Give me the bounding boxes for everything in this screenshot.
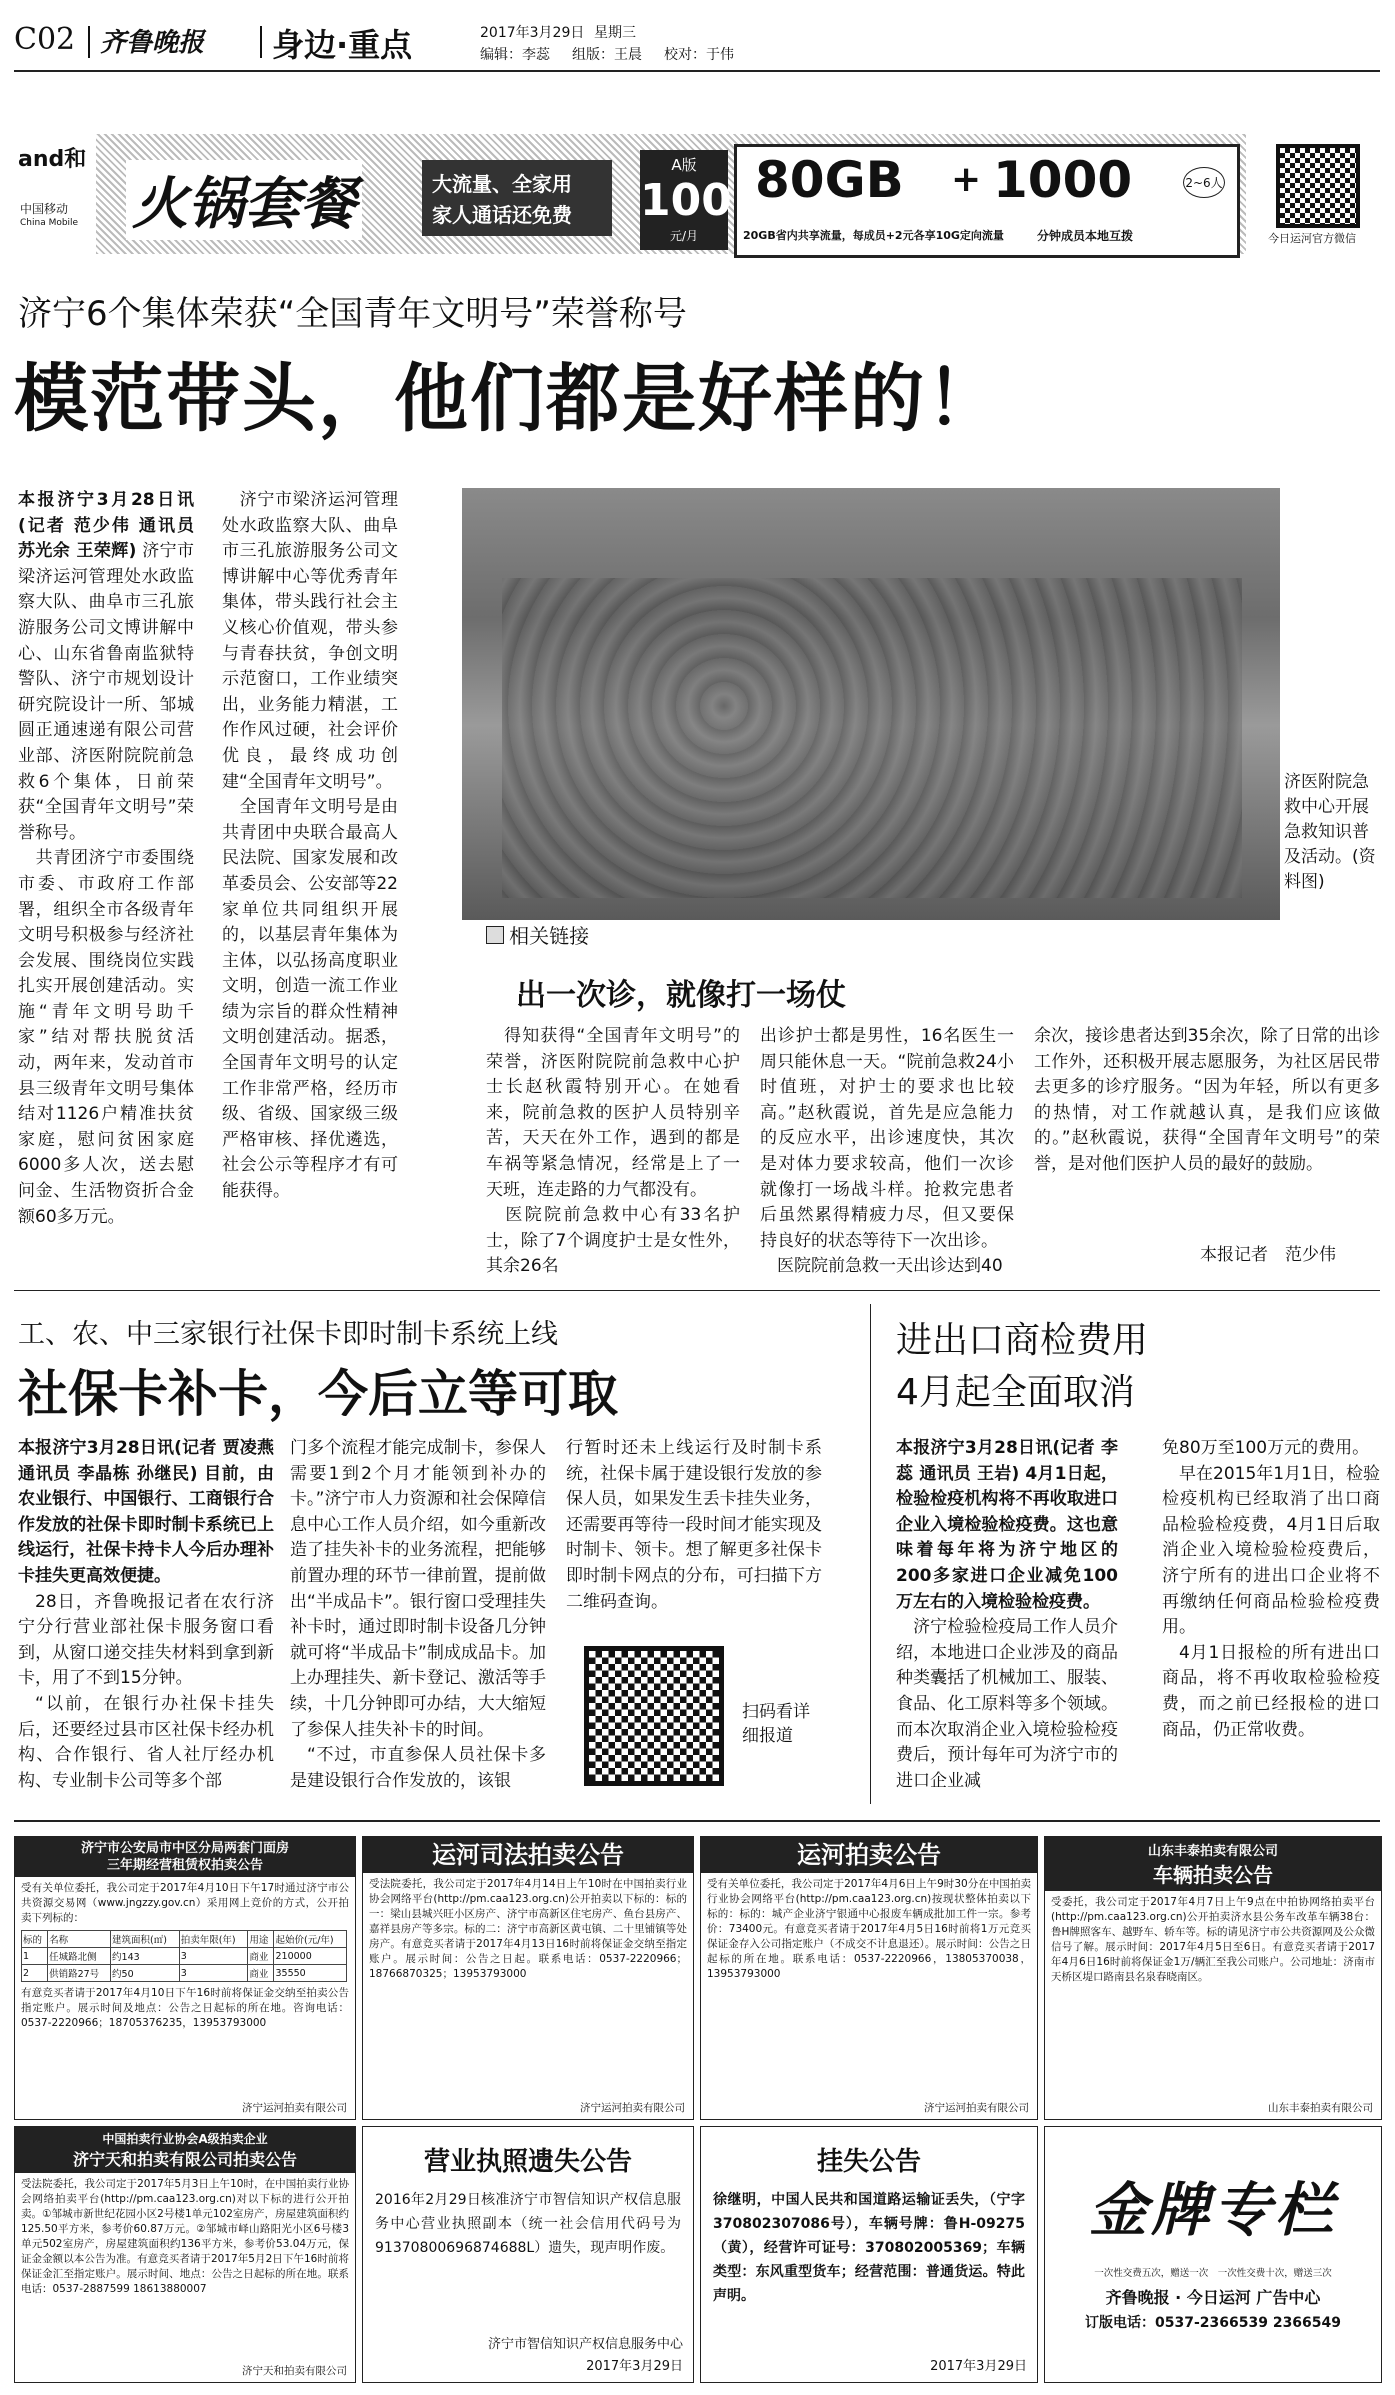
table-cell: 210000	[274, 1948, 347, 1965]
table-cell: 约143	[111, 1948, 180, 1965]
ad3-title: 运河拍卖公告	[701, 1837, 1037, 1873]
ad-tier: A版	[671, 156, 697, 174]
table-cell: 商业	[248, 1965, 274, 1982]
photo-caption: 济医附院急救中心开展急救知识普及活动。(资料图)	[1284, 772, 1376, 892]
sidebar-col3-text: 余次，接诊患者达到35余次，除了日常的出诊工作外，还积极开展志愿服务，为社区居民带去更多的诊疗服务。“因为年轻，所以有更多的热情，对工作就越认真，是我们应该做的。”赵秋霞说，获得“全国青年文明号”的荣誉，是对他们医护人员的最好的鼓励。	[1034, 1026, 1380, 1174]
brand-logo	[14, 138, 92, 248]
main-col2-p2: 全国青年文明号是由共青团中央联合最高人民法院、国家发展和改革委员会、公安部等22家单位共同组织开展的，以基层青年集体为主体，以弘扬高度职业文明，创造一流工作业绩为宗旨的群众性精神文明创建活动。据悉，全国青年文明号的认定工作非常严格，经历市级、省级、国家级三级严格审核、择优遴选，社会公示等程序才有可能获得。	[222, 797, 398, 1202]
ad-auction-2	[362, 1836, 694, 2120]
sidebar-col-2	[760, 1024, 1014, 1280]
ad6-sign: 济宁市智信知识产权信息服务中心	[487, 2337, 683, 2352]
sidebar-col-3	[1034, 1024, 1380, 1220]
brand-mark: and和	[18, 147, 87, 172]
ad1-table	[21, 1930, 347, 1982]
news-photo	[462, 488, 1280, 920]
article3-lead: 本报济宁3月28日讯(记者 李蕊 通讯员 王岩) 4月1日起，检验检疫机构将不再收取进口企业入境检验检疫费。这也意味着每年将为济宁地区的200多家进口企业减免100万左右的入境检验检疫费。	[896, 1438, 1118, 1612]
ad6-date: 2017年3月29日	[586, 2359, 683, 2374]
sidebar-col2-text-b: 医院院前急救一天出诊达到40	[777, 1256, 1003, 1277]
ad3-body: 受有关单位委托，我公司定于2017年4月6日上午9时30分在中国拍卖行业协会网络平台(http://pm.caa123.org.cn)按现状整体拍卖以下标的：标的：城产企业济宁银通中心报废车辆成批加工件一宗。参考价：73400元。有意竞买者请于2017年4月5日16时前将1万元竞买保证金存入公司指定账户（不成交不计息退还）。展示时间：公告之日起标的所在地。联系电话：0537-2220966，13805370038，13953793000	[707, 1878, 1031, 1980]
ad4-company: 山东丰泰拍卖有限公司	[1147, 1844, 1278, 1859]
header-editor: 编辑：李蕊	[480, 47, 550, 63]
article2-col1-b: 28日，齐鲁晚报记者在农行济宁分行营业部社保卡服务窗口看到，从窗口递交挂失材料到拿到新卡，用了不到15分钟。	[18, 1591, 274, 1689]
section-rule	[14, 1290, 1380, 1291]
ad-license-lost	[362, 2126, 694, 2383]
article3-title-2: 4月起全面取消	[896, 1372, 1135, 1413]
ad4-title-text: 车辆拍卖公告	[1153, 1863, 1273, 1887]
article-divider	[870, 1304, 871, 1804]
brand-cn: 中国移动	[20, 202, 69, 216]
ad1-title-line2: 三年期经营租赁权拍卖公告	[106, 1858, 263, 1873]
table-row	[22, 1948, 347, 1965]
article2-headline: 社保卡补卡，今后立等可取	[18, 1365, 618, 1423]
ad-auction-1	[14, 1836, 356, 2120]
divider	[88, 26, 90, 58]
ad6-title: 营业执照遗失公告	[423, 2147, 632, 2177]
article3-col1-b: 济宁检验检疫局工作人员介绍，本地进口企业涉及的商品种类囊括了机械加工、服装、食品、化工原料等多个领域。而本次取消企业入境检验检疫费后，预计每年可为济宁市的进口企业减	[896, 1617, 1118, 1791]
ad1-table-header	[22, 1931, 347, 1948]
table-cell: 供销路27号	[48, 1965, 111, 1982]
sidebar-col-1	[486, 1024, 740, 1280]
ad7-body: 徐继明，中国人民共和国道路运输证丢失，（宁字370802307086号），车辆号牌：鲁H-09275（黄），经营许可证号：370802005369；车辆类型：东风重型货车；经营范围：普通货运。特此声明。	[713, 2192, 1025, 2304]
sidebar-title: 出一次诊，就像打一场仗	[516, 978, 846, 1013]
main-col2-p1: 济宁市梁济运河管理处水政监察大队、曲阜市三孔旅游服务公司文博讲解中心等优秀青年集体，带头践行社会主义核心价值观，带头参与青春扶贫，争创文明示范窗口，工作业绩突出，业务能力精湛，工作作风过硬，社会评价优良，最终成功创建“全国青年文明号”。	[222, 490, 398, 792]
article3-col2-b: 早在2015年1月1日，检验检疫机构已经取消了出口商品检验检疫费，4月1日后取消企业入境检验检疫费后，济宁所有的进出口企业将不再缴纳任何商品检验检疫费用。	[1162, 1463, 1380, 1638]
ad-price: 100	[640, 175, 732, 226]
main-headline: 模范带头，他们都是好样的！	[14, 356, 1002, 442]
ad5-title-line1: 中国拍卖行业协会A级拍卖企业	[102, 2132, 268, 2146]
ad-qr-caption: 今日运河官方微信	[1268, 232, 1356, 245]
ad5-title-line2: 济宁天和拍卖有限公司拍卖公告	[72, 2150, 297, 2169]
ad-auction-3	[700, 1836, 1038, 2120]
ad2-title: 运河司法拍卖公告	[363, 1837, 693, 1873]
ad8-org: 齐鲁晚报 · 今日运河 广告中心	[1105, 2288, 1321, 2307]
ad-qr-code	[1276, 144, 1360, 228]
ad-auction-4	[1044, 1836, 1382, 2120]
main-lead: 本报济宁3月28日讯(记者 范少伟 通讯员 苏光余 王荣辉)	[18, 490, 194, 562]
sidebar-col1-text-b: 医院院前急救中心有33名护士，除了7个调度护士是女性外，其余26名	[486, 1205, 740, 1277]
ad-unit: 元/月	[669, 229, 699, 243]
ad-plan-box	[734, 144, 1240, 258]
table-cell: 3	[179, 1965, 248, 1982]
ad7-title: 挂失公告	[816, 2147, 921, 2177]
ad5-sign: 济宁天和拍卖有限公司	[242, 2365, 347, 2377]
ad4-sign: 山东丰泰拍卖有限公司	[1268, 2102, 1373, 2114]
table-cell: 商业	[248, 1948, 274, 1965]
table-cell: 起始价(元/年)	[274, 1931, 347, 1948]
article2-col1-c: “以前，在银行办社保卡挂失后，还要经过县市区社保卡经办机构、合作银行、省人社厅经办机构、专业制卡公司等多个部	[18, 1693, 274, 1791]
ad8-title: 金牌专栏	[1088, 2176, 1337, 2244]
table-cell: 约50	[111, 1965, 180, 1982]
ad-loss-notice	[700, 2126, 1038, 2383]
main-col-2	[222, 488, 398, 1278]
table-cell: 任城路北侧	[48, 1948, 111, 1965]
article2-col2: 门多个流程才能完成制卡，参保人需要1到2个月才能领到补办的卡。”济宁市人力资源和社会保障信息中心工作人员介绍，如今重新改造了挂失补卡的业务流程，把能够前置办理的环节一律前置，提前做出“半成品卡”。银行窗口受理挂失补卡时，通过即时制卡设备几分钟就可将“半成品卡”制成成品卡。加上办理挂失、新卡登记、激活等手续，十几分钟即可办结，大大缩短了参保人挂失补卡的时间。	[290, 1438, 546, 1740]
sidebar-label-text: 相关链接	[509, 924, 590, 948]
brand-en: China Mobile	[20, 218, 79, 228]
ad5-title	[15, 2127, 355, 2173]
banner-ad	[14, 130, 1380, 258]
ad1-title	[15, 1837, 355, 1877]
table-cell: 35550	[274, 1965, 347, 1982]
article2-col-3	[566, 1436, 822, 1612]
article3-col-1	[896, 1436, 1118, 1800]
sidebar-label	[486, 920, 589, 946]
header-weekday: 星期三	[594, 25, 636, 41]
table-cell: 名称	[48, 1931, 111, 1948]
ad8-note: 一次性交费五次，赠送一次 一次性交费十次，赠送三次	[1094, 2268, 1332, 2279]
article3-col2: 免80万至100万元的费用。	[1162, 1438, 1370, 1458]
paper-logo: 齐鲁晚报	[100, 28, 205, 58]
ad-plus: +	[951, 159, 982, 200]
ad4-title	[1045, 1837, 1381, 1891]
ad-data-amount: 80GB	[755, 151, 904, 209]
table-cell: 标的	[22, 1931, 48, 1948]
page-number: C02	[14, 22, 76, 57]
section-title: 身边·重点	[272, 26, 413, 64]
ad1-sign: 济宁运河拍卖有限公司	[242, 2102, 347, 2114]
ad-title: 火锅套餐	[126, 160, 362, 240]
header-date: 2017年3月29日	[480, 25, 585, 41]
photo-figures	[502, 578, 1242, 898]
header-proof: 校对：于伟	[664, 47, 734, 63]
article3-col2-c: 4月1日报检的所有进出口商品，将不再收取检验检疫费，而之前已经报检的进口商品，仍正常收费。	[1162, 1642, 1380, 1740]
table-cell: 2	[22, 1965, 48, 1982]
ad-auction-5	[14, 2126, 356, 2383]
ad3-sign: 济宁运河拍卖有限公司	[924, 2102, 1029, 2114]
article2-col2-b: “不过，市直参保人员社保卡多是建设银行合作发放的，该银	[290, 1745, 546, 1791]
ad7-date: 2017年3月29日	[930, 2359, 1027, 2374]
article2-qr-code	[584, 1646, 724, 1786]
ad4-body: 受委托，我公司定于2017年4月7日上午9点在中拍协网络拍卖平台(http://pm.caa123.org.cn)公开拍卖济水县公务车改革车辆38台：鲁H牌照客车、越野车、轿车等。标的请见济宁市公共资源网及公众微信号了解。展示时间：2017年4月5日至6日。有意竞买者请于2017年4月6日16时前将保证金1万/辆汇至我公司账户。公司地址：济南市天桥区堤口路南县名泉春晓南区。	[1051, 1896, 1375, 1983]
sidebar-label-icon	[486, 926, 504, 944]
ad-gold-column	[1044, 2126, 1382, 2383]
divider	[260, 26, 262, 58]
header-layout: 组版：王晨	[572, 47, 642, 63]
article2-subtitle: 工、农、中三家银行社保卡即时制卡系统上线	[18, 1319, 558, 1350]
ad-slogan-box	[422, 160, 612, 236]
sidebar-byline: 本报记者 范少伟	[1200, 1245, 1336, 1265]
article2-col-1	[18, 1436, 274, 1800]
table-cell: 1	[22, 1948, 48, 1965]
sidebar-col1-text: 得知获得“全国青年文明号”的荣誉，济医附院院前急救中心护士长赵秋霞特别开心。在她看来，院前急救的医护人员特别辛苦，天天在外工作，遇到的都是车祸等紧急情况，经常是上了一天班，连走路的力气都没有。	[486, 1026, 740, 1200]
main-col-1	[18, 488, 194, 1278]
main-col1-p1: 济宁市梁济运河管理处水政监察大队、曲阜市三孔旅游服务公司文博讲解中心、山东省鲁南监狱特警队、济宁市规划设计研究院设计一所、邹城圆正通速递有限公司营业部、济医附院院前急救6个集体，日前荣获“全国青年文明号”荣誉称号。	[18, 541, 194, 843]
header-rule	[14, 70, 1380, 72]
ad-members: 2~6人	[1183, 167, 1225, 198]
ad-note-calls: 分钟成员本地互拨	[1037, 229, 1134, 243]
ad-slogan-1: 大流量、全家用	[432, 172, 572, 196]
ad-minutes: 1000	[993, 151, 1133, 209]
ad1-body-b: 有意竞买者请于2017年4月10日下午16时前将保证金交纳至拍卖公告指定账户。展示时间及地点：公告之日起标的所在地。咨询电话：0537-2220966；18705376235，13953793000	[21, 1987, 349, 2029]
ad2-sign: 济宁运河拍卖有限公司	[580, 2102, 685, 2114]
ad-note-data: 20GB省内共享流量，每成员+2元各享10G定向流量	[743, 229, 1004, 242]
ad1-title-line1: 济宁市公安局市中区分局两套门面房	[80, 1841, 289, 1856]
table-row	[22, 1965, 347, 1982]
ad6-body: 2016年2月29日核准济宁市智信知识产权信息服务中心营业执照副本（统一社会信用代码号为91370800696874688L）遗失，现声明作废。	[375, 2192, 681, 2256]
ad8-phone: 订版电话：0537-2366539 2366549	[1084, 2315, 1342, 2331]
ad-slogan-2: 家人通话还免费	[432, 203, 572, 227]
article3-col-2	[1162, 1436, 1380, 1800]
article2-qr-label: 扫码看详细报道	[742, 1702, 810, 1746]
article2-col-2	[290, 1436, 546, 1800]
ads-top-rule	[14, 1820, 1380, 1822]
ad2-body: 受法院委托，我公司定于2017年4月14日上午10时在中国拍卖行业协会网络平台(http://pm.caa123.org.cn)公开拍卖以下标的：标的一：梁山县城兴旺小区房产、济宁市高新区住宅房产、鱼台县房产、嘉祥县房产等多宗。标的二：济宁市高新区黄屯镇、二十里铺镇等处房产。有意竞买者请于2017年4月13日16时前将保证金交纳至指定账户。展示时间：公告之日起。联系电话：0537-2220966；18766870325；13953793000	[369, 1878, 687, 1980]
ad5-body: 受法院委托，我公司定于2017年5月3日上午10时，在中国拍卖行业协会网络拍卖平台(http://pm.caa123.org.cn)对以下标的进行公开拍卖。①邹城市新世纪花园小区2号楼1单元102室房产，房屋建筑面积约125.50平方米，参考价60.87万元。②邹城市峄山路阳光小区6号楼3单元502室房产，房屋建筑面积约136平方米，参考价53.04万元，保证金金额以本公告为准。有意竞买者请于2017年5月2日下午16时前将保证金汇至指定账户。展示时间、地点：公告之日起标的所在地。联系电话：0537-2887599 18613880007	[21, 2178, 349, 2295]
table-cell: 拍卖年限(年)	[179, 1931, 248, 1948]
table-cell: 3	[179, 1948, 248, 1965]
article3-title-1: 进出口商检费用	[896, 1320, 1149, 1361]
ad-price-box	[640, 150, 732, 250]
main-subtitle: 济宁6个集体荣获“全国青年文明号”荣誉称号	[18, 294, 687, 334]
main-col1-p2: 共青团济宁市委围绕市委、市政府工作部署，组织全市各级青年文明号积极参与经济社会发展、围绕岗位实践扎实开展创建活动。实施“青年文明号助千家”结对帮扶脱贫活动，两年来，发动首市县三级青年文明号集体结对1126户精准扶贫家庭，慰问贫困家庭6000多人次，送去慰问金、生活物资折合金额60多万元。	[18, 848, 194, 1227]
table-cell: 用途	[248, 1931, 274, 1948]
ad1-body: 受有关单位委托，我公司定于2017年4月10日下午17时通过济宁市公共资源交易网（www.jngzzy.gov.cn）采用网上竞价的方式，公开拍卖下列标的：	[21, 1882, 349, 1924]
table-cell: 建筑面积(㎡)	[111, 1931, 180, 1948]
sidebar-col2-text: 出诊护士都是男性，16名医生一周只能休息一天。“院前急救24小时值班，对护士的要求也比较高。”赵秋霞说，首先是应急能力的反应水平，出诊速度快，其次是对体力要求较高，他们一次诊就像打一场战斗样。抢救完患者后虽然累得精疲力尽，但又要保持良好的状态等待下一次出诊。	[760, 1026, 1014, 1251]
article2-lead: 本报济宁3月28日讯(记者 贾凌燕 通讯员 李晶栋 孙继民) 目前，由农业银行、中国银行、工商银行合作发放的社保卡即时制卡系统已上线运行，社保卡持卡人今后办理补卡挂失更高效便捷。	[18, 1438, 274, 1586]
article2-col3: 行暂时还未上线运行及时制卡系统，社保卡属于建设银行发放的参保人员，如果发生丢卡挂失业务，还需要再等待一段时间才能实现及时制卡、领卡。想了解更多社保卡即时制卡网点的分布，可扫描下方二维码查询。	[566, 1438, 822, 1612]
page-header	[14, 18, 1384, 64]
